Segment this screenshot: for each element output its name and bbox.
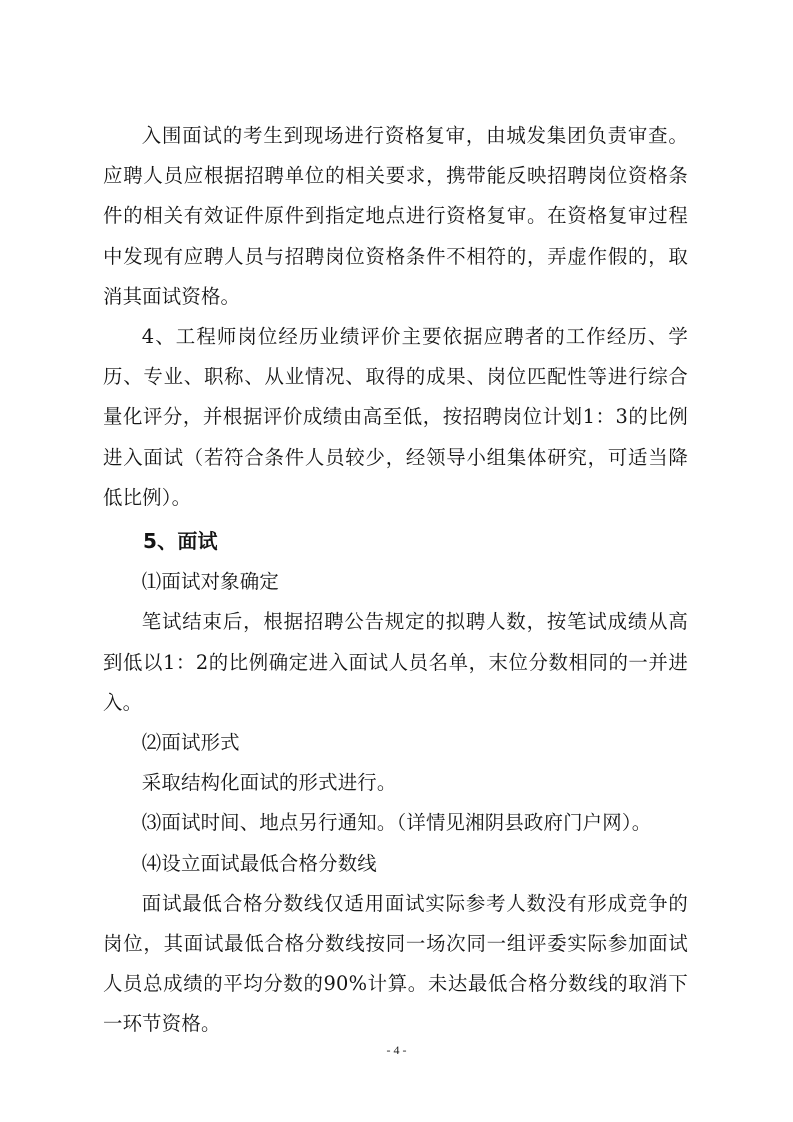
paragraph-qualification-review: 入围面试的考生到现场进行资格复审，由城发集团负责审查。应聘人员应根据招聘单位的相关要求，携带能反映招聘岗位资格条件的相关有效证件原件到指定地点进行资格复审。在资格复审过程中发现有应聘人员与招聘岗位资格条件不相符的，弄虚作假的，取消其面试资格。 (103, 124, 688, 308)
page-number: - 4 - (386, 1043, 407, 1057)
paragraph-minimum-score: 面试最低合格分数线仅适用面试实际参考人数没有形成竞争的岗位，其面试最低合格分数线按同一场次同一组评委实际参加面试人员总成绩的平均分数的90%计算。未达最低合格分数线的取消下一环节资格。 (103, 891, 688, 1036)
paragraph-engineer-evaluation: 4、工程师岗位经历业绩评价主要依据应聘者的工作经历、学历、专业、职称、从业情况、取得的成果、岗位匹配性等进行综合量化评分，并根据评价成绩由高至低，按招聘岗位计划1：3的比例进入面试（若符合条件人员较少，经领导小组集体研究，可适当降低比例）。 (103, 325, 688, 509)
document-body (103, 116, 688, 1045)
item-interview-candidates-title: ⑴面试对象确定 (141, 570, 279, 594)
section-heading-interview: 5、面试 (143, 529, 218, 554)
item-minimum-score-title: ⑷设立面试最低合格分数线 (141, 851, 377, 875)
item-interview-format-title: ⑵面试形式 (141, 731, 240, 755)
paragraph-interview-format: 采取结构化面试的形式进行。 (141, 771, 397, 795)
paragraph-interview-candidates: 笔试结束后，根据招聘公告规定的拟聘人数，按笔试成绩从高到低以1：2的比例确定进入面试人员名单，末位分数相同的一并进入。 (103, 610, 688, 714)
item-interview-time-place: ⑶面试时间、地点另行通知。（详情见湘阴县政府门户网）。 (141, 811, 652, 835)
